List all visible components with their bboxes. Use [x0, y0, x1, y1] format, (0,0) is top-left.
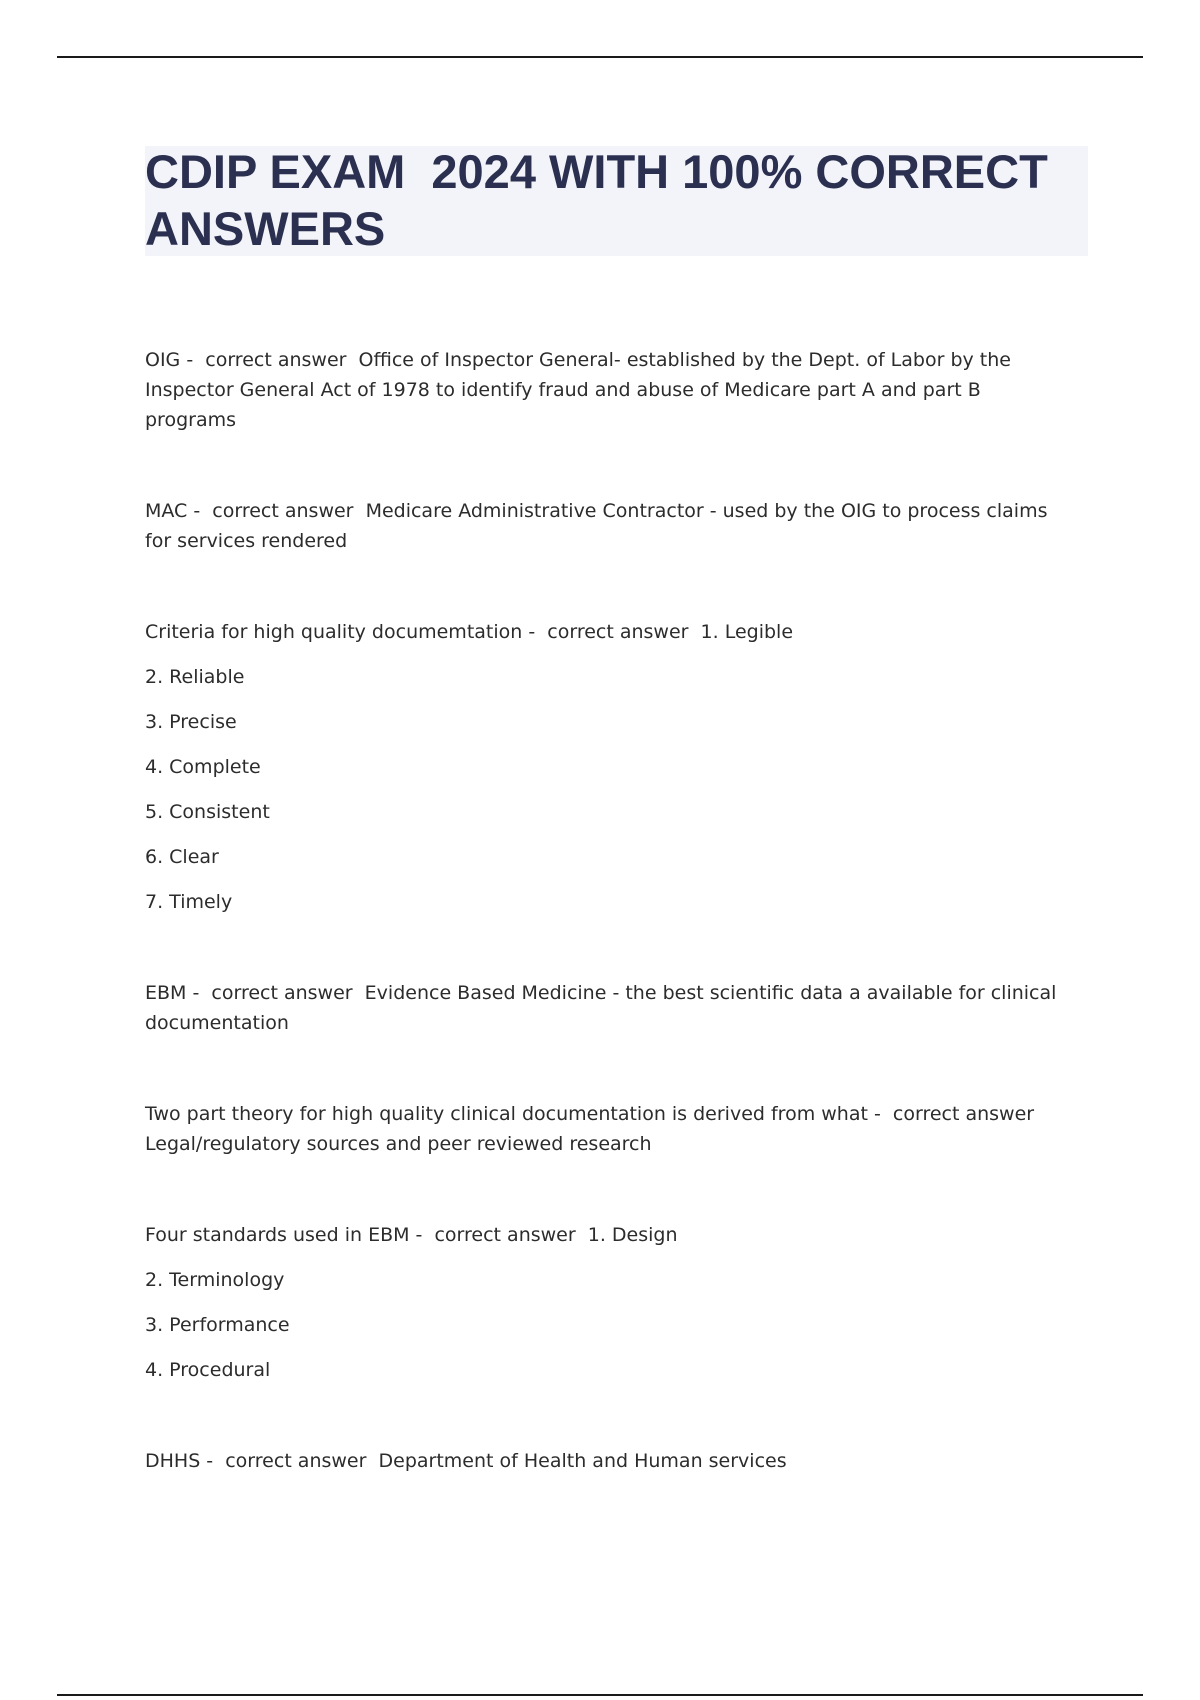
qa-entry	[145, 1446, 1075, 1476]
qa-entry	[145, 496, 1075, 556]
list-item: 4. Complete	[145, 756, 261, 778]
qa-text: Criteria for high quality documemtation - correct answer 1. Legible	[145, 621, 794, 643]
qa-entry	[145, 978, 1075, 1038]
list-item: 5. Consistent	[145, 801, 270, 823]
header-rule	[57, 56, 1143, 58]
qa-text: DHHS - correct answer Department of Health and Human services	[145, 1450, 787, 1472]
qa-text: Two part theory for high quality clinical documentation is derived from what - correct answer Legal/regulatory sources and peer reviewed research	[145, 1103, 1047, 1155]
list-item: 2. Reliable	[145, 666, 245, 688]
qa-entry	[145, 345, 1075, 435]
qa-entry	[145, 617, 1075, 917]
list-item: 4. Procedural	[145, 1359, 271, 1381]
document-title: CDIP EXAM 2024 WITH 100% CORRECT ANSWERS	[145, 145, 1060, 255]
list-item: 2. Terminology	[145, 1269, 285, 1291]
document-body	[145, 345, 1075, 1537]
list-item: 6. Clear	[145, 846, 219, 868]
qa-entry	[145, 1220, 1075, 1385]
list-item: 3. Precise	[145, 711, 237, 733]
qa-entry	[145, 1099, 1075, 1159]
list-item: 7. Timely	[145, 891, 233, 913]
footer-rule	[57, 1694, 1143, 1696]
qa-text: EBM - correct answer Evidence Based Medicine - the best scientific data a available for clinical documentation	[145, 982, 1063, 1034]
qa-text: MAC - correct answer Medicare Administrative Contractor - used by the OIG to process claims for services rendered	[145, 500, 1054, 552]
list-item: 3. Performance	[145, 1314, 290, 1336]
qa-text: Four standards used in EBM - correct answer 1. Design	[145, 1224, 678, 1246]
qa-text: OIG - correct answer Office of Inspector General- established by the Dept. of Labor by the Inspector General Act of 1978 to identify fraud and abuse of Medicare part A and part B programs	[145, 349, 1018, 431]
